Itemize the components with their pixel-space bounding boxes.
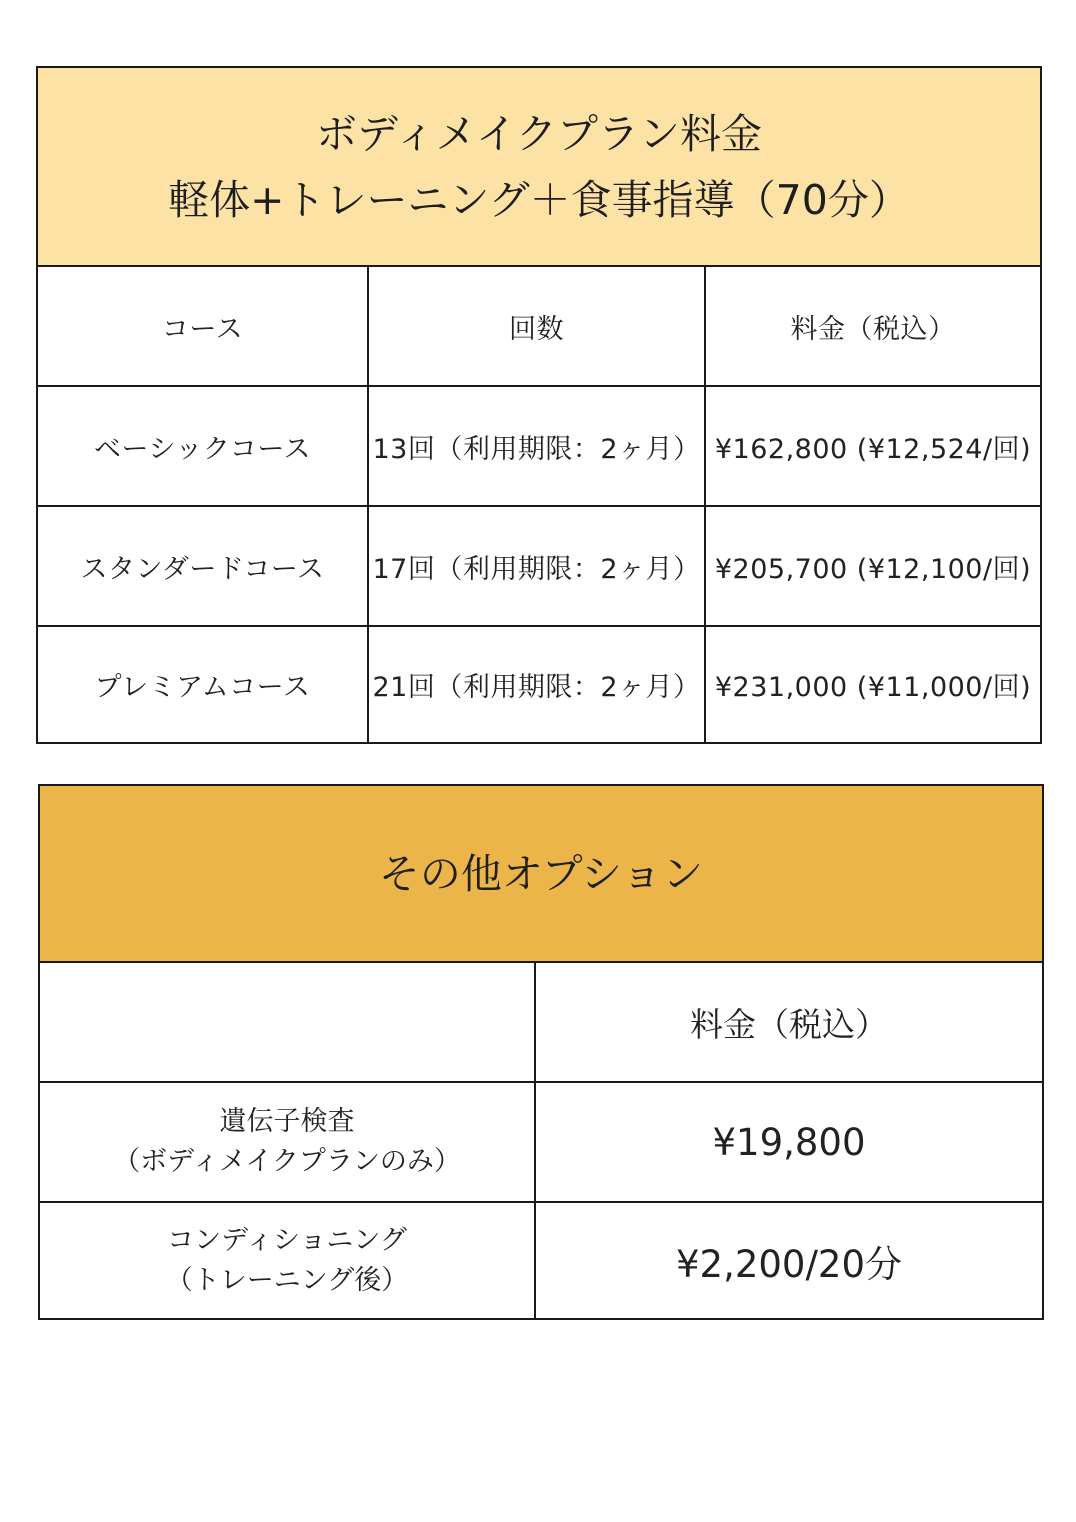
option-name	[40, 1083, 536, 1201]
plan-title-line1: ボディメイクプラン料金	[315, 109, 763, 158]
option-name-line2: （トレーニング後）	[165, 1264, 409, 1296]
plan-column-header-row	[38, 267, 1040, 387]
option-price: ¥19,800	[712, 1120, 866, 1164]
column-header-price: 料金（税込）	[790, 313, 956, 345]
course-name: スタンダードコース	[38, 507, 369, 625]
column-header-count: 回数	[369, 267, 706, 385]
course-name: プレミアムコース	[38, 627, 369, 742]
option-name-line1: 遺伝子検査	[219, 1106, 355, 1137]
table-row	[40, 1083, 1042, 1203]
course-price: ¥162,800 (¥12,524/回)	[714, 433, 1032, 465]
option-name	[40, 1203, 536, 1318]
column-header-price: 料金（税込）	[690, 1004, 888, 1044]
course-price: ¥205,700 (¥12,100/回)	[714, 553, 1032, 585]
column-header-course: コース	[38, 267, 369, 385]
course-name: ベーシックコース	[38, 387, 369, 505]
table-row	[38, 627, 1040, 742]
body-make-plan-table	[36, 66, 1042, 744]
option-name-line2: （ボディメイクプランのみ）	[113, 1146, 461, 1177]
session-count: 17回（利用期限：2ヶ月）	[369, 507, 706, 625]
other-options-table	[38, 784, 1044, 1320]
plan-title-line2: 軽体+トレーニング＋食事指導（70分）	[168, 175, 910, 224]
plan-title-band	[38, 68, 1040, 267]
session-count: 13回（利用期限：2ヶ月）	[369, 387, 706, 505]
table-row	[40, 1203, 1042, 1318]
session-count: 21回（利用期限：2ヶ月）	[369, 627, 706, 742]
option-price: ¥2,200/20分	[675, 1242, 902, 1286]
options-title: その他オプション	[378, 849, 704, 898]
option-name-line1: コンディショニング	[167, 1224, 407, 1256]
column-header-option	[40, 963, 536, 1081]
options-title-band	[40, 786, 1042, 963]
table-row	[38, 507, 1040, 627]
table-row	[38, 387, 1040, 507]
course-price: ¥231,000 (¥11,000/回)	[714, 672, 1032, 703]
options-column-header-row	[40, 963, 1042, 1083]
